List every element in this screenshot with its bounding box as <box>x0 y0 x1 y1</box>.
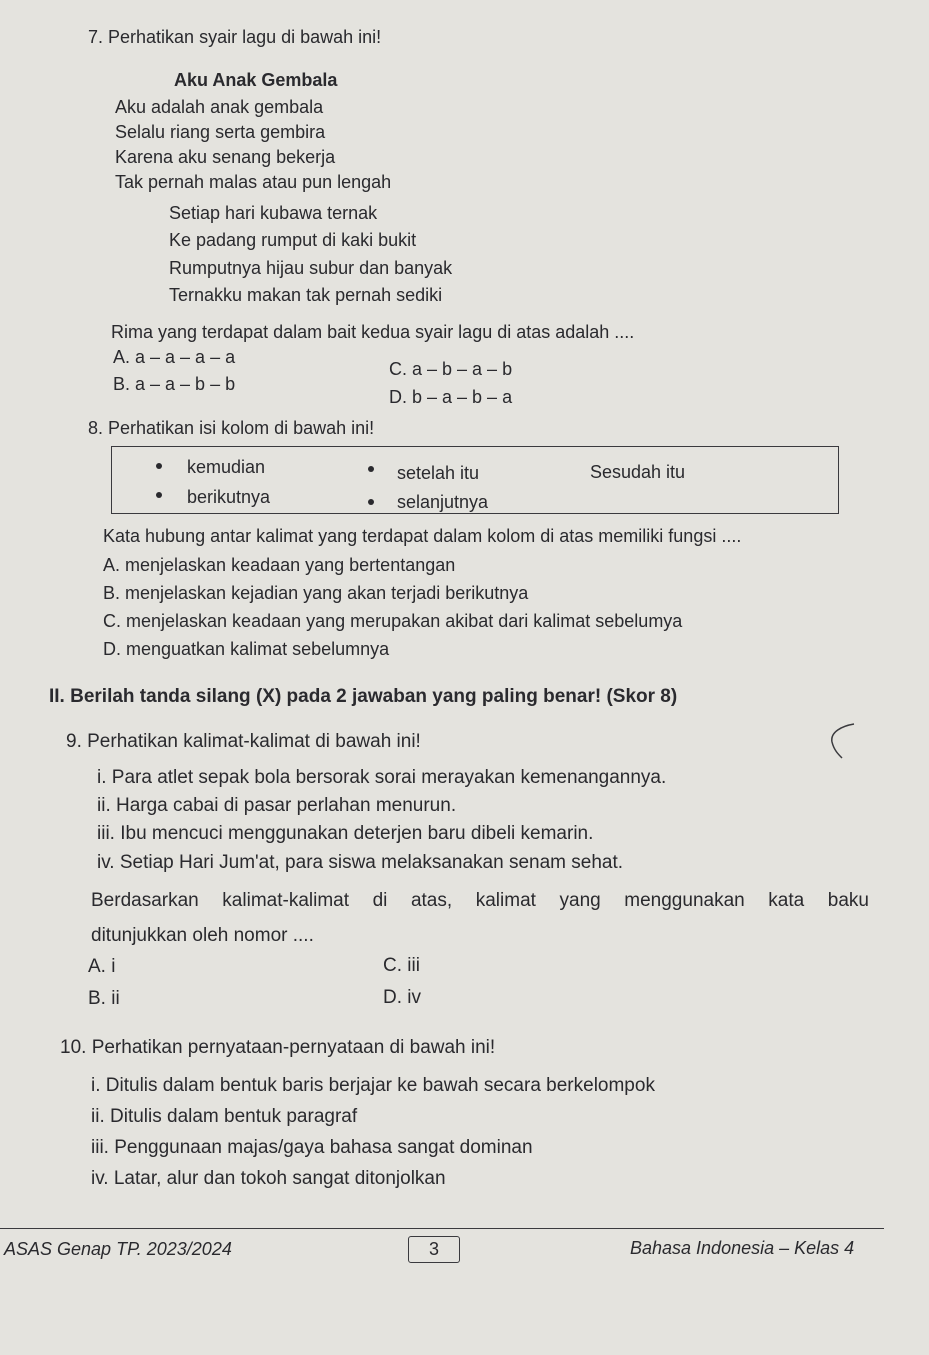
q7-option-a: A. a – a – a – a <box>113 347 236 367</box>
song-line: Selalu riang serta gembira <box>115 122 326 142</box>
song-line: Rumputnya hijau subur dan banyak <box>169 258 453 278</box>
q9-item: iv. Setiap Hari Jum'at, para siswa melaksanakan senam sehat. <box>97 852 624 873</box>
song-line: Ke padang rumput di kaki bukit <box>169 230 417 250</box>
q8-option-d: D. menguatkan kalimat sebelumnya <box>103 639 390 659</box>
q9-question-line1: Berdasarkan kalimat-kalimat di atas, kalimat yang menggunakan kata baku <box>91 890 869 911</box>
song-line: Aku adalah anak gembala <box>115 97 324 117</box>
footer-divider <box>0 1228 884 1229</box>
box-word: berikutnya <box>187 487 271 507</box>
bullet-icon <box>368 499 374 505</box>
song-line: Karena aku senang bekerja <box>115 147 336 167</box>
q10-item: ii. Ditulis dalam bentuk paragraf <box>91 1106 358 1127</box>
pen-mark-icon <box>820 712 870 760</box>
q7-option-b: B. a – a – b – b <box>113 374 236 394</box>
q9-option-a: A. i <box>88 956 116 977</box>
footer-right: Bahasa Indonesia – Kelas 4 <box>630 1238 855 1258</box>
q9-question-line2: ditunjukkan oleh nomor .... <box>91 925 314 946</box>
box-word: kemudian <box>187 457 266 477</box>
q7-stem: 7. Perhatikan syair lagu di bawah ini! <box>88 27 382 47</box>
q9-option-b: B. ii <box>88 988 120 1009</box>
bullet-icon <box>368 466 374 472</box>
footer-left: ASAS Genap TP. 2023/2024 <box>4 1239 232 1259</box>
song-line: Ternakku makan tak pernah sediki <box>169 285 443 305</box>
song-title: Aku Anak Gembala <box>174 70 338 90</box>
q9-option-d: D. iv <box>383 987 421 1008</box>
song-line: Tak pernah malas atau pun lengah <box>115 172 392 192</box>
q8-stem: 8. Perhatikan isi kolom di bawah ini! <box>88 418 375 438</box>
q7-question: Rima yang terdapat dalam bait kedua syair lagu di atas adalah .... <box>111 322 635 342</box>
box-word: selanjutnya <box>397 492 489 512</box>
q9-item: ii. Harga cabai di pasar perlahan menurun. <box>97 795 457 816</box>
q9-item: i. Para atlet sepak bola bersorak sorai merayakan kemenangannya. <box>97 767 667 788</box>
q7-option-c: C. a – b – a – b <box>389 359 513 379</box>
box-word: setelah itu <box>397 463 480 483</box>
bullet-icon <box>156 492 162 498</box>
q10-item: i. Ditulis dalam bentuk baris berjajar ke bawah secara berkelompok <box>91 1075 655 1096</box>
box-word: Sesudah itu <box>590 462 686 482</box>
q10-stem: 10. Perhatikan pernyataan-pernyataan di bawah ini! <box>60 1037 496 1058</box>
q8-option-c: C. menjelaskan keadaan yang merupakan akibat dari kalimat sebelumya <box>103 611 683 631</box>
page-number: 3 <box>408 1236 460 1263</box>
section-heading: II. Berilah tanda silang (X) pada 2 jawaban yang paling benar! (Skor 8) <box>49 686 678 707</box>
song-line: Setiap hari kubawa ternak <box>169 203 378 223</box>
q8-option-b: B. menjelaskan kejadian yang akan terjadi berikutnya <box>103 583 529 603</box>
q9-item: iii. Ibu mencuci menggunakan deterjen baru dibeli kemarin. <box>97 823 594 844</box>
q9-stem: 9. Perhatikan kalimat-kalimat di bawah ini! <box>66 731 421 752</box>
q8-question: Kata hubung antar kalimat yang terdapat dalam kolom di atas memiliki fungsi .... <box>103 526 742 546</box>
q9-option-c: C. iii <box>383 955 420 976</box>
q7-option-d: D. b – a – b – a <box>389 387 513 407</box>
q10-item: iii. Penggunaan majas/gaya bahasa sangat dominan <box>91 1137 533 1158</box>
q8-option-a: A. menjelaskan keadaan yang bertentangan <box>103 555 456 575</box>
q10-item: iv. Latar, alur dan tokoh sangat ditonjolkan <box>91 1168 446 1189</box>
bullet-icon <box>156 463 162 469</box>
